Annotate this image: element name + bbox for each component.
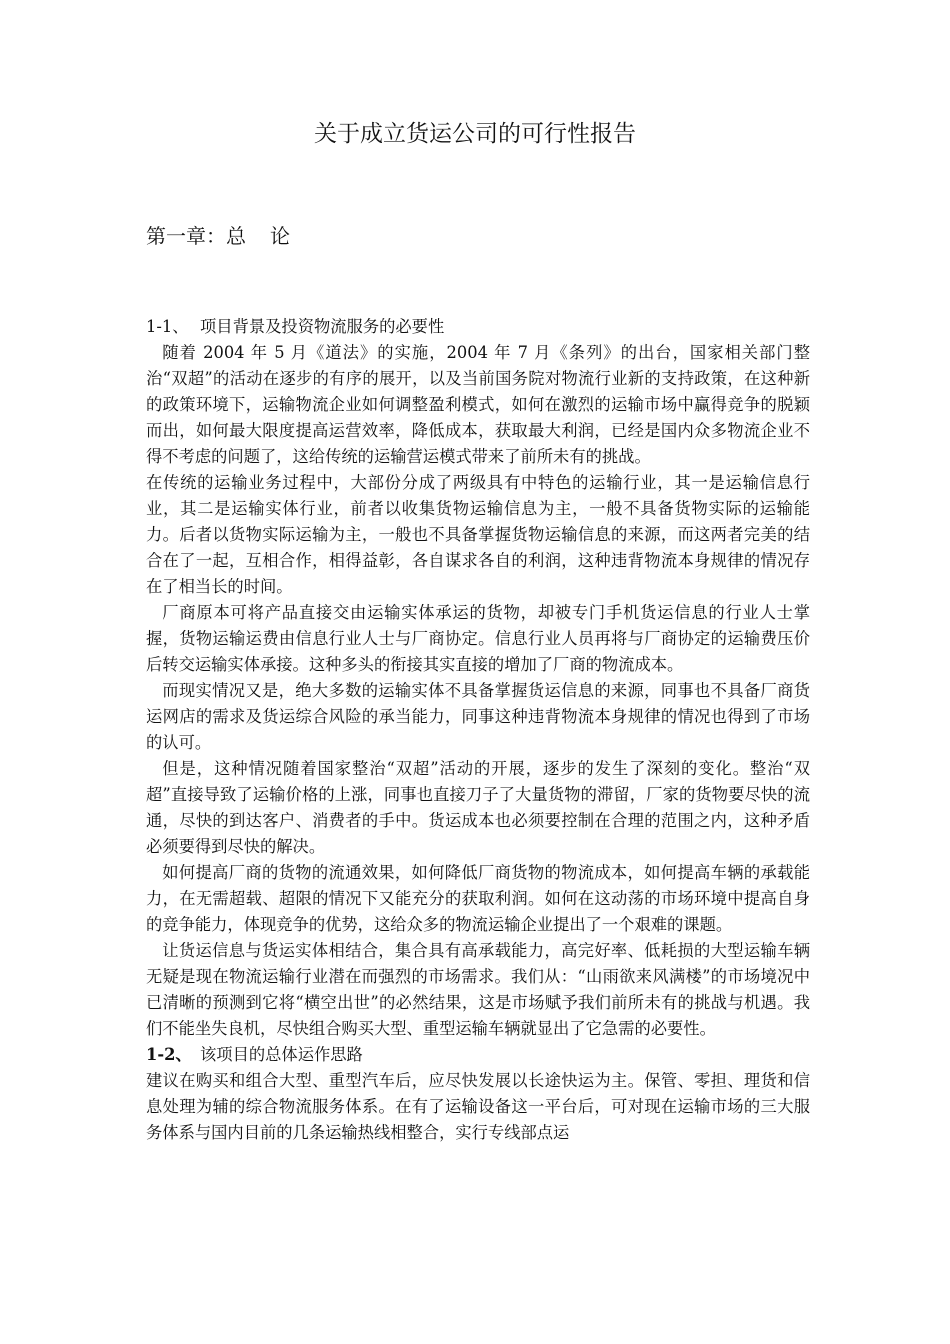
section-title: 项目背景及投资物流服务的必要性 [200, 317, 445, 336]
document-title: 关于成立货运公司的可行性报告 [314, 121, 636, 147]
section-number: 1-2、 [146, 1045, 192, 1064]
paragraph: 但是，这种情况随着国家整治“双超”活动的开展，逐步的发生了深刻的变化。整治“双超”直接导致了运输价格的上涨，同事也直接刀子了大量货物的滞留，厂家的货物要尽快的流通，尽快的到达客户、消费者的手中。货运成本也必须要控制在合理的范围之内，这种矛盾必须要得到尽快的解决。 [146, 759, 810, 856]
section-heading-1-1 [146, 314, 810, 340]
section-number: 1-1、 [146, 317, 189, 336]
chapter-label: 第一章： [146, 224, 226, 248]
paragraph: 厂商原本可将产品直接交由运输实体承运的货物，却被专门手机货运信息的行业人士掌握，货物运输运费由信息行业人士与厂商协定。信息行业人员再将与厂商协定的运输费压价后转交运输实体承接。这种多头的衔接其实直接的增加了厂商的物流成本。 [146, 603, 810, 674]
paragraph: 随着 2004 年 5 月《道法》的实施，2004 年 7 月《条列》的出台，国家相关部门整治“双超”的活动在逐步的有序的展开，以及当前国务院对物流行业新的支持政策，在这种新的政策环境下，运输物流企业如何调整盈利模式，如何在激烈的运输市场中赢得竞争的脱颖而出，如何最大限度提高运营效率，降低成本，获取最大利润，已经是国内众多物流企业不得不考虑的问题了，这给传统的运输营运模式带来了前所未有的挑战。 [146, 343, 810, 466]
section-heading-1-2 [146, 1042, 810, 1068]
section-title: 该项目的总体运作思路 [200, 1045, 363, 1064]
paragraph: 让货运信息与货运实体相结合，集合具有高承载能力，高完好率、低耗损的大型运输车辆无疑是现在物流运输行业潜在而强烈的市场需求。我们从：“山雨欲来风满楼”的市场境况中已清晰的预测到它将“横空出世”的必然结果，这是市场赋予我们前所未有的挑战与机遇。我们不能坐失良机，尽快组合购买大型、重型运输车辆就显出了它急需的必要性。 [146, 941, 810, 1038]
chapter-word-2: 论 [270, 224, 290, 248]
chapter-word-1: 总 [226, 224, 246, 248]
chapter-heading [146, 222, 290, 250]
paragraph: 在传统的运输业务过程中，大部份分成了两级具有中特色的运输行业，其一是运输信息行业，其二是运输实体行业，前者以收集货物运输信息为主，一般不具备货物实际的运输能力。后者以货物实际运输为主，一般也不具备掌握货物运输信息的来源，而这两者完美的结合在了一起，互相合作，相得益彰，各自谋求各自的利润，这种违背物流本身规律的情况存在了相当长的时间。 [146, 473, 810, 596]
document-body [146, 314, 810, 1146]
paragraph: 而现实情况又是，绝大多数的运输实体不具备掌握货运信息的来源，同事也不具备厂商货运网店的需求及货运综合风险的承当能力，同事这种违背物流本身规律的情况也得到了市场的认可。 [146, 681, 810, 752]
paragraph: 建议在购买和组合大型、重型汽车后，应尽快发展以长途快运为主。保管、零担、理货和信息处理为辅的综合物流服务体系。在有了运输设备这一平台后，可对现在运输市场的三大服务体系与国内目前的几条运输热线相整合，实行专线部点运 [146, 1071, 810, 1142]
paragraph: 如何提高厂商的货物的流通效果，如何降低厂商货物的物流成本，如何提高车辆的承载能力，在无需超载、超限的情况下又能充分的获取利润。如何在这动荡的市场环境中提高自身的竞争能力，体现竞争的优势，这给众多的物流运输企业提出了一个艰难的课题。 [146, 863, 810, 934]
